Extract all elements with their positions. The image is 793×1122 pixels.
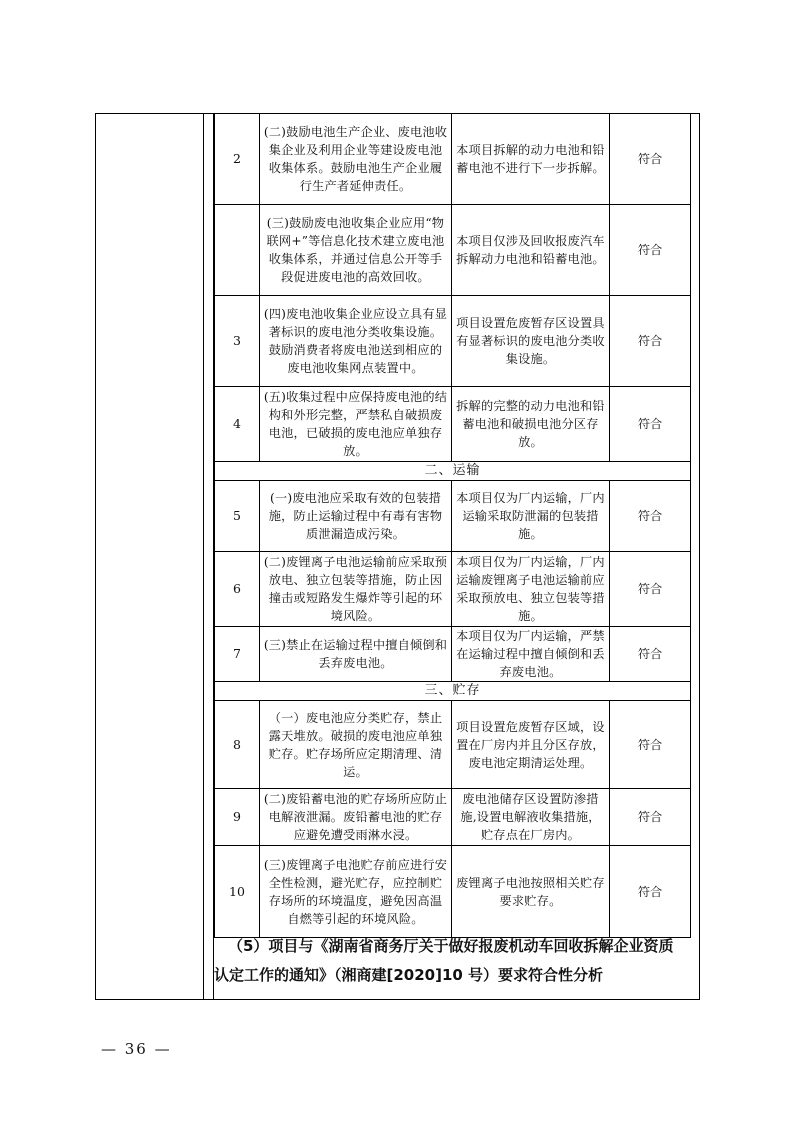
project-measure-cell: 本项目拆解的动力电池和铅蓄电池不进行下一步拆解。: [452, 114, 610, 205]
table-row: [215, 701, 691, 789]
project-measure-cell: 本项目仅为厂内运输，厂内运输废锂离子电池运输前应采取预放电、独立包装等措施。: [452, 552, 610, 627]
requirement-cell: (一)废电池应采取有效的包装措施，防止运输过程中有毒有害物质泄漏造成污染。: [260, 481, 452, 552]
table-row: [215, 481, 691, 552]
compliance-result-cell: 符合: [610, 627, 691, 682]
compliance-result-cell: 符合: [610, 296, 691, 387]
column-divider-left: [203, 114, 204, 999]
row-number: 8: [215, 701, 260, 789]
requirement-cell: (五)收集过程中应保持废电池的结构和外形完整，严禁私自破损废电池，已破损的废电池应单独存放。: [260, 387, 452, 462]
compliance-result-cell: 符合: [610, 114, 691, 205]
section-heading: [214, 932, 700, 990]
section-title: 二、运输: [215, 462, 691, 481]
project-measure-cell: 废电池储存区设置防渗措施,设置电解液收集措施，贮存点在厂房内。: [452, 789, 610, 846]
table-row: [215, 789, 691, 846]
row-number: 7: [215, 627, 260, 682]
table-row: [215, 296, 691, 387]
row-number: 9: [215, 789, 260, 846]
compliance-result-cell: 符合: [610, 552, 691, 627]
project-measure-cell: 本项目仅为厂内运输，严禁在运输过程中擅自倾倒和丢弃废电池。: [452, 627, 610, 682]
project-measure-cell: 项目设置危废暂存区域，设置在厂房内并且分区存放，废电池定期清运处理。: [452, 701, 610, 789]
requirement-cell: (四)废电池收集企业应设立具有显著标识的废电池分类收集设施。鼓励消费者将废电池送到相应的废电池收集网点装置中。: [260, 296, 452, 387]
requirement-cell: (三)禁止在运输过程中擅自倾倒和丢弃废电池。: [260, 627, 452, 682]
requirement-cell: (三)废锂离子电池贮存前应进行安全性检测，避光贮存，应控制贮存场所的环境温度，避免因高温自燃等引起的环境风险。: [260, 846, 452, 938]
project-measure-cell: 项目设置危废暂存区设置具有显著标识的废电池分类收集设施。: [452, 296, 610, 387]
table-row: [215, 205, 691, 296]
row-number: 2: [215, 114, 260, 205]
section-title: 三、贮存: [215, 682, 691, 701]
project-measure-cell: 本项目仅为厂内运输，厂内运输采取防泄漏的包装措施。: [452, 481, 610, 552]
requirements-table: [214, 113, 691, 938]
compliance-result-cell: 符合: [610, 701, 691, 789]
row-number: 3: [215, 296, 260, 387]
row-number: 10: [215, 846, 260, 938]
row-number: 6: [215, 552, 260, 627]
row-number: 5: [215, 481, 260, 552]
requirement-cell: (三)鼓励废电池收集企业应用“物联网+”等信息化技术建立废电池收集体系，并通过信息公开等手段促进废电池的高效回收。: [260, 205, 452, 296]
table-row: [215, 387, 691, 462]
page-number: — 36 —: [101, 1040, 172, 1058]
row-number: [215, 205, 260, 296]
project-measure-cell: 拆解的完整的动力电池和铅蓄电池和破损电池分区存放。: [452, 387, 610, 462]
section-row: [215, 462, 691, 481]
section-heading-line2: 认定工作的通知》（湘商建[2020]10 号）要求符合性分析: [214, 966, 604, 984]
section-row: [215, 682, 691, 701]
requirement-cell: (二)废铅蓄电池的贮存场所应防止电解液泄漏。废铅蓄电池的贮存应避免遭受雨淋水浸。: [260, 789, 452, 846]
table-row: [215, 114, 691, 205]
project-measure-cell: 废锂离子电池按照相关贮存要求贮存。: [452, 846, 610, 938]
compliance-result-cell: 符合: [610, 387, 691, 462]
table-row: [215, 627, 691, 682]
requirement-cell: （一）废电池应分类贮存，禁止露天堆放。破损的废电池应单独贮存。贮存场所应定期清理、清运。: [260, 701, 452, 789]
project-measure-cell: 本项目仅涉及回收报废汽车拆解动力电池和铅蓄电池。: [452, 205, 610, 296]
requirement-cell: (二)鼓励电池生产企业、废电池收集企业及利用企业等建设废电池收集体系。鼓励电池生产企业履行生产者延伸责任。: [260, 114, 452, 205]
row-number: 4: [215, 387, 260, 462]
compliance-result-cell: 符合: [610, 481, 691, 552]
section-heading-line1: （5）项目与《湖南省商务厅关于做好报废机动车回收拆解企业资质: [228, 937, 674, 955]
requirement-cell: (二)废锂离子电池运输前应采取预放电、独立包装等措施，防止因撞击或短路发生爆炸等引起的环境风险。: [260, 552, 452, 627]
compliance-result-cell: 符合: [610, 846, 691, 938]
table-row: [215, 846, 691, 938]
compliance-result-cell: 符合: [610, 205, 691, 296]
table-row: [215, 552, 691, 627]
compliance-result-cell: 符合: [610, 789, 691, 846]
